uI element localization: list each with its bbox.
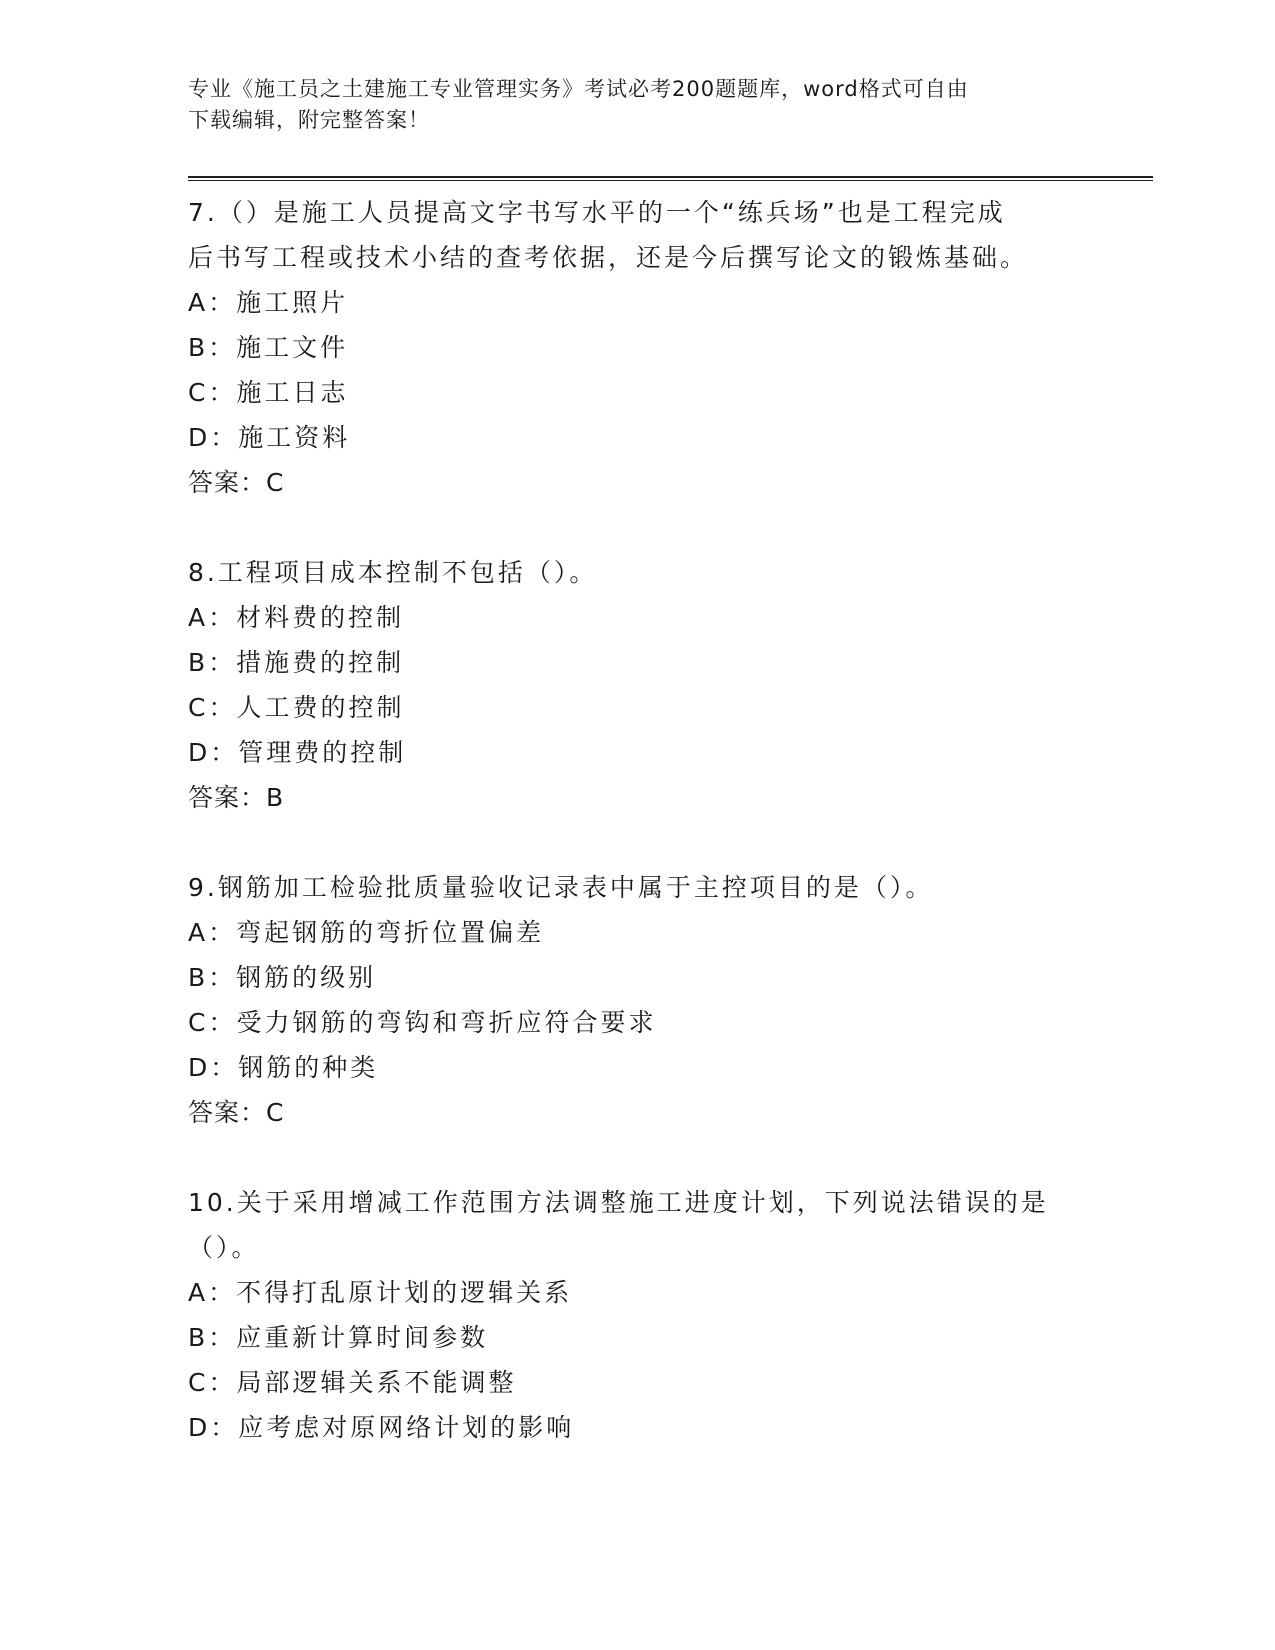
option-a: A：材料费的控制 <box>188 603 405 632</box>
question-stem: 10.关于采用增减工作范围方法调整施工进度计划，下列说法错误的是 （）。 <box>188 1188 1049 1262</box>
question-9 <box>188 865 1088 1135</box>
option-b: B：钢筋的级别 <box>188 963 377 992</box>
option-b: B：措施费的控制 <box>188 648 405 677</box>
option-d: D：应考虑对原网络计划的影响 <box>188 1413 575 1442</box>
question-7 <box>188 190 1088 505</box>
option-a: A：不得打乱原计划的逻辑关系 <box>188 1278 573 1307</box>
option-c: C：人工费的控制 <box>188 693 405 722</box>
option-c: C：施工日志 <box>188 378 349 407</box>
question-spacer <box>188 505 1088 550</box>
option-c: C：局部逻辑关系不能调整 <box>188 1368 517 1397</box>
answer: 答案：C <box>188 468 285 497</box>
option-a: A：弯起钢筋的弯折位置偏差 <box>188 918 545 947</box>
option-b: B：应重新计算时间参数 <box>188 1323 489 1352</box>
answer: 答案：C <box>188 1098 285 1127</box>
option-d: D：管理费的控制 <box>188 738 407 767</box>
document-header: 专业《施工员之土建施工专业管理实务》考试必考200题题库，word格式可自由 下载编辑，附完整答案！ <box>188 77 969 132</box>
option-c: C：受力钢筋的弯钩和弯折应符合要求 <box>188 1008 657 1037</box>
option-d: D：施工资料 <box>188 423 351 452</box>
header-divider <box>188 176 1153 181</box>
question-spacer <box>188 1135 1088 1180</box>
option-a: A：施工照片 <box>188 288 349 317</box>
option-b: B：施工文件 <box>188 333 349 362</box>
question-list <box>188 190 1088 1450</box>
question-10 <box>188 1180 1088 1450</box>
question-stem: 8.工程项目成本控制不包括（）。 <box>188 558 598 587</box>
answer: 答案：B <box>188 783 285 812</box>
question-stem: 9.钢筋加工检验批质量验收记录表中属于主控项目的是（）。 <box>188 873 934 902</box>
option-d: D：钢筋的种类 <box>188 1053 379 1082</box>
question-stem: 7.（）是施工人员提高文字书写水平的一个“练兵场”也是工程完成 后书写工程或技术小结的查考依据，还是今后撰写论文的锻炼基础。 <box>188 198 1029 272</box>
question-8 <box>188 550 1088 820</box>
question-spacer <box>188 820 1088 865</box>
